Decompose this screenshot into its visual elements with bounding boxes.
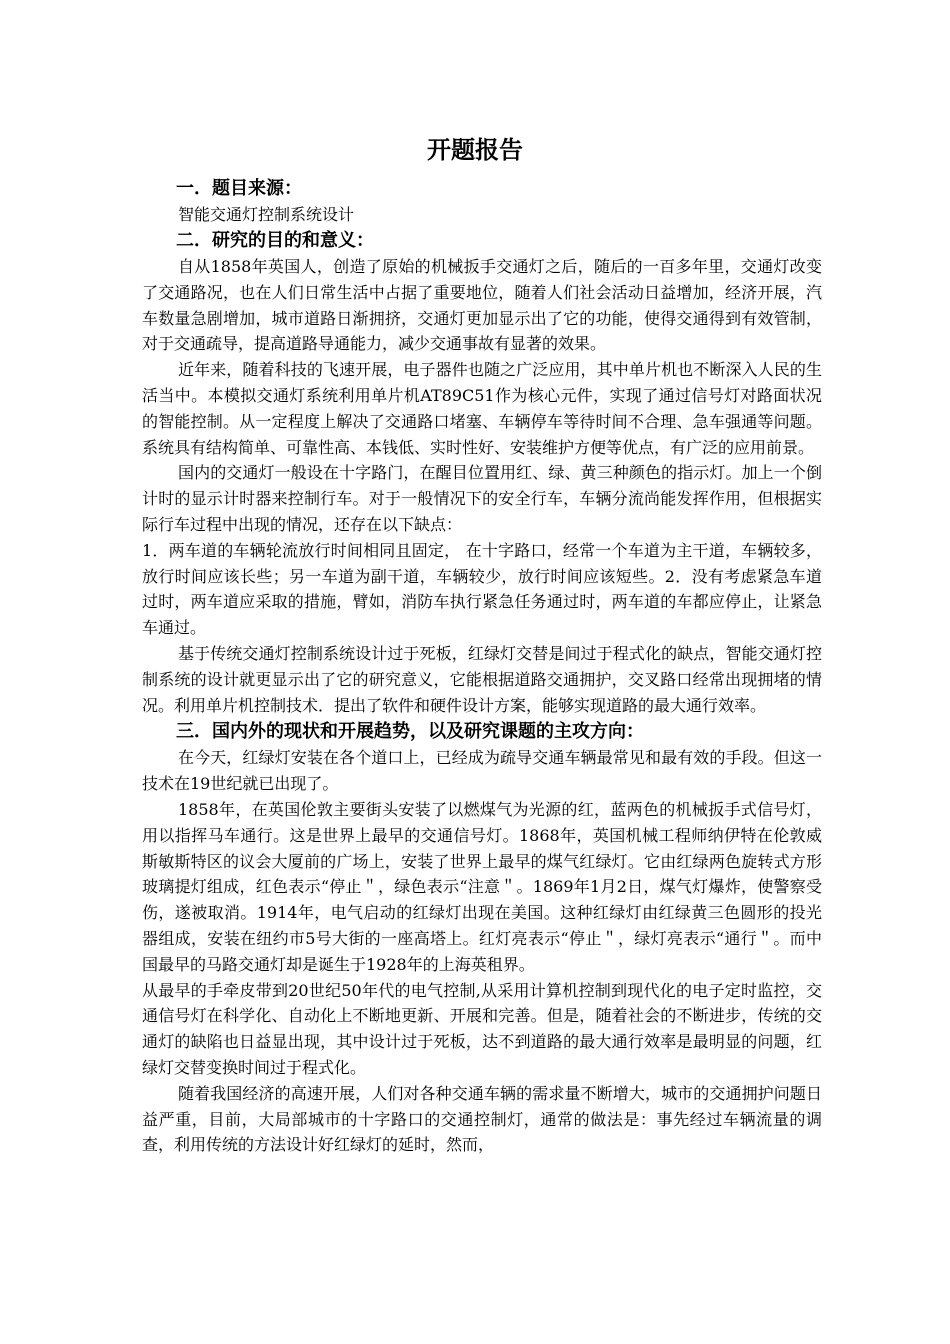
section-heading-source: 一．题目来源：	[176, 178, 302, 199]
project-title-text: 智能交通灯控制系统设计	[178, 205, 355, 224]
paragraph: 在今天，红绿灯安装在各个道口上，已经成为疏导交通车辆最常见和最有效的手段。但这一技术在19世纪就已出现了。	[142, 748, 822, 794]
paragraph: 国内的交通灯一般设在十字路门，在醒目位置用红、绿、黄三种颜色的指示灯。加上一个倒计时的显示计时器来控制行车。对于一般情况下的安全行车，车辆分流尚能发挥作用，但根据实际行车过程中出现的情况，还存在以下缺点：	[142, 463, 822, 534]
document-body	[142, 175, 822, 1158]
paragraph: 1．两车道的车辆轮流放行时间相同且固定， 在十字路口，经常一个车道为主干道，车辆较多，放行时间应该长些；另一车道为副干道，车辆较少，放行时间应该短些。2．没有考虑紧急车道过时，两车道应采取的措施，臂如，消防车执行紧急任务通过时，两车道的车都应停止，让紧急车通过。	[142, 540, 822, 638]
paragraph: 随着我国经济的高速开展，人们对各种交通车辆的需求量不断增大，城市的交通拥护问题日益严重，目前，大局部城市的十字路口的交通控制灯，通常的做法是：事先经过车辆流量的调查，利用传统的方法设计好红绿灯的延时，然而，	[142, 1083, 822, 1155]
paragraph: 1858年，在英国伦敦主要街头安装了以燃煤气为光源的红，蓝两色的机械扳手式信号灯，用以指挥马车通行。这是世界上最早的交通信号灯。1868年，英国机械工程师纳伊特在伦敦威斯敏斯特区的议会大厦前的广场上，安装了世界上最早的煤气红绿灯。它由红绿两色旋转式方形玻璃提灯组成，红色表示“停止＂，绿色表示“注意＂。1869年1月2日，煤气灯爆炸，使警察受伤，遂被取消。1914年，电气启动的红绿灯出现在美国。这种红绿灯由红绿黄三色圆形的投光器组成，安装在纽约市5号大街的一座高塔上。红灯亮表示“停止＂，绿灯亮表示“通行＂。而中国最早的马路交通灯却是诞生于1928年的上海英租界。	[142, 799, 822, 974]
section-heading-purpose: 二．研究的目的和意义：	[176, 230, 374, 251]
paragraph: 基于传统交通灯控制系统设计过于死板，红绿灯交替是间过于程式化的缺点，智能交通灯控制系统的设计就更显示出了它的研究意义，它能根据道路交通拥护，交叉路口经常出现拥堵的情况。利用单片机控制技术．提出了软件和硬件设计方案，能够实现道路的最大通行效率。	[142, 643, 822, 715]
paragraph: 从最早的手牵皮带到20世纪50年代的电气控制,从采用计算机控制到现代化的电子定时监控，交通信号灯在科学化、自动化上不断地更新、开展和完善。但是，随着社会的不断进步，传统的交通灯的缺陷也日益显出现，其中设计过于死板，达不到道路的最大通行效率是最明显的问题，红绿灯交替变换时间过于程式化。	[142, 980, 822, 1077]
paragraph: 自从1858年英国人，创造了原始的机械扳手交通灯之后，随后的一百多年里，交通灯改变了交通路况，也在人们日常生活中占据了重要地位，随着人们社会活动日益增加，经济开展，汽车数量急剧增加，城市道路日渐拥挤，交通灯更加显示出了它的功能，使得交通得到有效管制，对于交通疏导，提高道路导通能力，减少交通事故有显著的效果。	[142, 257, 822, 354]
section-heading-status: 三．国内外的现状和开展趋势，以及研究课题的主攻方向：	[176, 721, 644, 743]
paragraph: 近年来，随着科技的飞速开展，电子器件也随之广泛应用，其中单片机也不断深入人民的生活当中。本模拟交通灯系统利用单片机AT89C51作为核心元件，实现了通过信号灯对路面状况的智能控制。从一定程度上解决了交通路口堵塞、车辆停车等待时间不合理、急车强通等问题。系统具有结构简单、可靠性高、本钱低、实时性好、安装维护方便等优点，有广泛的应用前景。	[142, 360, 822, 457]
document-title: 开题报告	[427, 136, 523, 164]
